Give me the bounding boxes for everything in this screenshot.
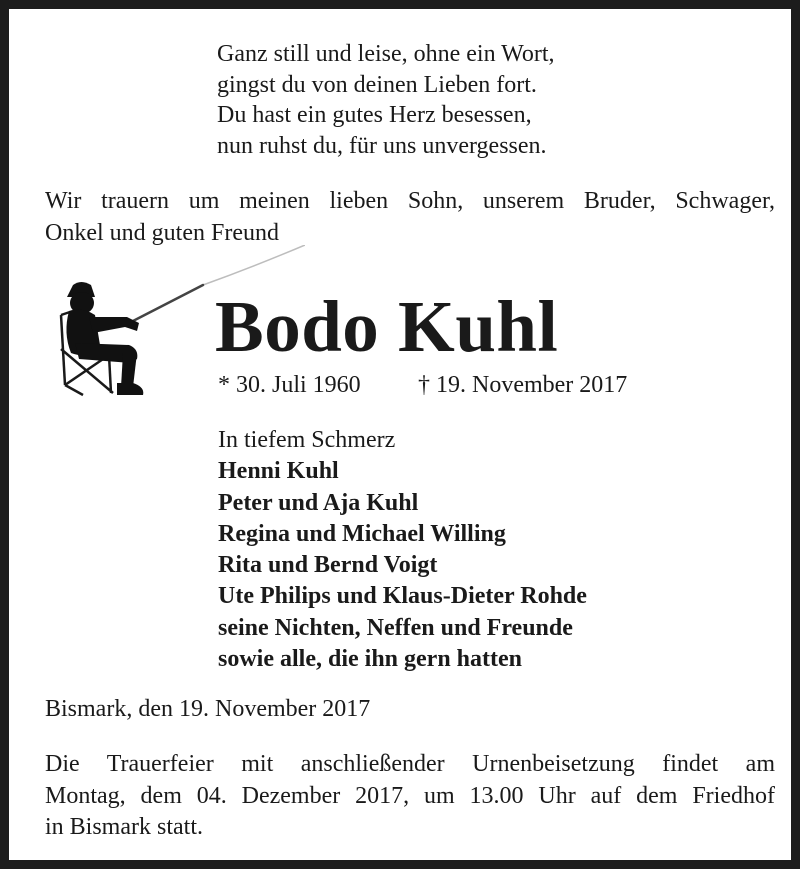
life-dates [218,370,628,400]
funeral-line: Montag, dem 04. Dezember 2017, um 13.00 Uhr auf dem Friedhof [45,782,775,809]
fishing-rod [133,285,203,321]
mourners-heading: In tiefem Schmerz [218,427,396,453]
poem-line: gingst du von deinen Lieben fort. [217,71,537,98]
deceased-name: Bodo Kuhl [215,286,559,367]
mourner-name: Regina und Michael Willing [218,520,506,547]
poem-line: nun ruhst du, für uns unvergessen. [217,132,547,159]
fishing-line [203,245,305,285]
intro-line: Wir trauern um meinen lieben Sohn, unserem Bruder, Schwager, [45,188,775,214]
fisherman-figure [66,282,143,395]
birth-date: * 30. Juli 1960 [218,372,361,398]
poem-line: Du hast ein gutes Herz besessen, [217,102,532,128]
mourner-name: Peter und Aja Kuhl [218,489,419,516]
mourner-name: Rita und Bernd Voigt [218,552,438,579]
funeral-line: in Bismark statt. [45,814,203,840]
funeral-line: Die Trauerfeier mit anschließender Urnenbeisetzung findet am [45,751,775,777]
intro-text [45,185,775,249]
poem [217,39,555,161]
place-and-date: Bismark, den 19. November 2017 [45,696,371,722]
intro-line: Onkel und guten Freund [45,220,279,246]
mourner-name: sowie alle, die ihn gern hatten [218,646,522,673]
funeral-notice [45,749,775,844]
poem-line: Ganz still und leise, ohne ein Wort, [217,41,555,67]
mourner-name: Ute Philips und Klaus-Dieter Rohde [218,583,587,610]
mourners-list [218,425,587,675]
death-date: † 19. November 2017 [418,372,628,398]
mourner-name: seine Nichten, Neffen und Freunde [218,614,573,641]
mourner-name: Henni Kuhl [218,458,339,485]
